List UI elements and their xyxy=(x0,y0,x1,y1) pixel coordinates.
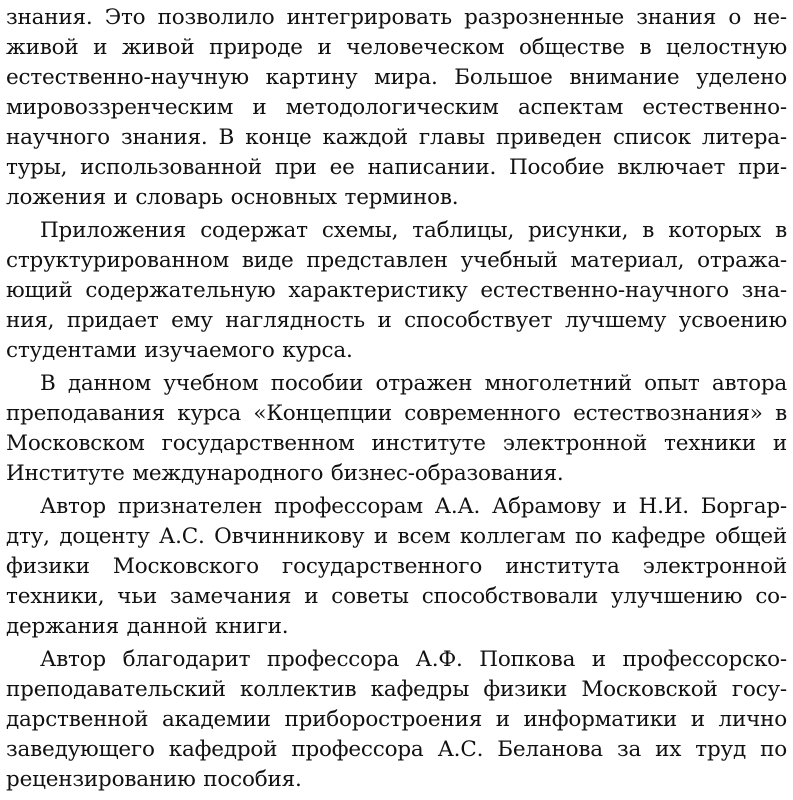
text-line: рецензированию пособия. xyxy=(6,767,302,792)
text-line: техники, чьи замечания и советы способствовали улучшению со- xyxy=(6,584,787,609)
text-line: научного знания. В конце каждой главы приведен список литера- xyxy=(6,125,787,150)
text-line: преподавательский коллектив кафедры физики Московской госу- xyxy=(6,677,787,702)
text-line: Автор признателен профессорам А.А. Абрамову и Н.И. Боргар- xyxy=(40,494,787,519)
text-line: ложения и словарь основных терминов. xyxy=(6,185,459,210)
text-line: заведующего кафедрой профессора А.С. Беланова за их труд по xyxy=(6,737,787,762)
text-line: ния, придает ему наглядность и способствует лучшему усвоению xyxy=(6,308,787,333)
text-line: структурированном виде представлен учебный материал, отража- xyxy=(6,248,787,273)
text-line: живой и живой природе и человеческом обществе в целостную xyxy=(6,35,787,60)
text-line: В данном учебном пособии отражен многолетний опыт автора xyxy=(40,371,787,396)
text-line: Приложения содержат схемы, таблицы, рисунки, в которых в xyxy=(40,218,787,243)
text-line: Московском государственном институте электронной техники и xyxy=(6,431,787,456)
text-line: держания данной книги. xyxy=(6,614,289,639)
text-line: знания. Это позволило интегрировать разрозненные знания о не- xyxy=(6,5,787,30)
text-line: преподавания курса «Концепции современного естествознания» в xyxy=(6,401,787,426)
text-line: физики Московского государственного института электронной xyxy=(6,554,787,579)
text-line: туры, использованной при ее написании. Пособие включает при- xyxy=(6,155,787,180)
text-line: естественно-научную картину мира. Большое внимание уделено xyxy=(6,65,787,90)
text-line: Автор благодарит профессора А.Ф. Попкова и профессорско- xyxy=(40,647,787,672)
text-line: студентами изучаемого курса. xyxy=(6,338,353,363)
text-line: ющий содержательную характеристику естественно-научного зна- xyxy=(6,278,787,303)
text-line: мировоззренческим и методологическим аспектам естественно- xyxy=(6,95,787,120)
text-line: Институте международного бизнес-образования. xyxy=(6,461,564,486)
text-line: дту, доценту А.С. Овчинникову и всем коллегам по кафедре общей xyxy=(6,524,787,549)
text-line: дарственной академии приборостроения и информатики и лично xyxy=(6,707,787,732)
